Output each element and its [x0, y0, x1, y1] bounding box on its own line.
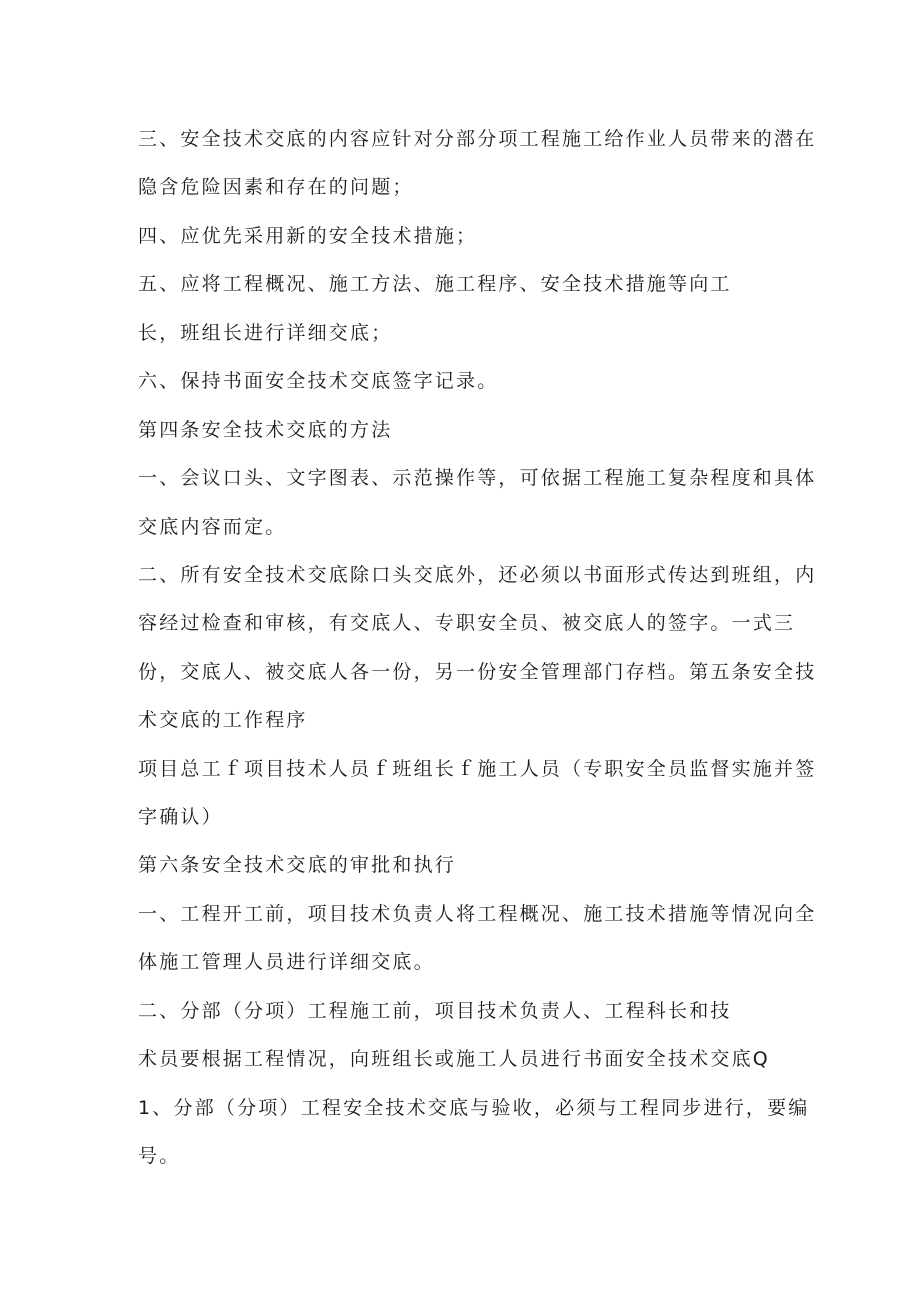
text-line: 四、应优先采用新的安全技术措施；	[138, 225, 478, 247]
text-line: 字确认）	[138, 806, 223, 828]
text-line: 术交底的工作程序	[138, 709, 308, 731]
text-line: 容经过检查和审核，有交底人、专职安全员、被交底人的签字。一式三	[138, 612, 796, 634]
text-line: 二、分部（分项）工程施工前，项目技术负责人、工程科长和技	[138, 1000, 732, 1022]
text-line: 术员要根据工程情况，向班组长或施工人员进行书面安全技术交底Q	[138, 1048, 770, 1070]
text-line: 体施工管理人员进行详细交底。	[138, 951, 435, 973]
text-line: 项目总工ｆ项目技术人员ｆ班组长ｆ施工人员（专职安全员监督实施并签	[138, 758, 817, 780]
section-heading: 第六条安全技术交底的审批和执行	[138, 854, 457, 876]
text-line: 隐含危险因素和存在的问题；	[138, 176, 414, 198]
text-line: 1、分部（分项）工程安全技术交底与验收，必须与工程同步进行，要编	[138, 1097, 810, 1119]
text-line: 号。	[138, 1145, 181, 1167]
section-heading: 第四条安全技术交底的方法	[138, 419, 393, 441]
text-line: 五、应将工程概况、施工方法、施工程序、安全技术措施等向工	[138, 273, 732, 295]
text-line: 三、安全技术交底的内容应针对分部分项工程施工给作业人员带来的潜在	[138, 128, 817, 150]
text-line: 交底内容而定。	[138, 516, 287, 538]
text-line: 二、所有安全技术交底除口头交底外，还必须以书面形式传达到班组，内	[138, 564, 817, 586]
text-line: 一、会议口头、文字图表、示范操作等，可依据工程施工复杂程度和具体	[138, 467, 817, 489]
text-line: 份，交底人、被交底人各一份，另一份安全管理部门存档。第五条安全技	[138, 661, 817, 683]
text-line: 一、工程开工前，项目技术负责人将工程概况、施工技术措施等情况向全	[138, 903, 817, 925]
text-line: 长，班组长进行详细交底；	[138, 322, 393, 344]
text-line: 六、保持书面安全技术交底签字记录。	[138, 370, 499, 392]
